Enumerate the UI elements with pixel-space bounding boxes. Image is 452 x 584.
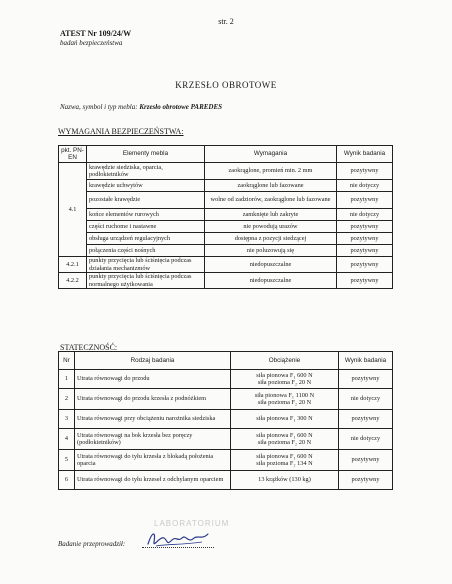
result-cell: pozytywny (337, 221, 393, 233)
header-nr: Nr (59, 352, 75, 370)
result-cell: nie dotyczy (337, 180, 393, 192)
product-name: Krzesło obrotowe PAREDES (139, 103, 223, 111)
requirement-cell: niedopuszczalne (205, 273, 337, 289)
test-name-cell: Utrata równowagi do tyłu krzeseł z odchylanym oparciem (75, 471, 231, 490)
requirements-row (59, 163, 393, 180)
stability-result-cell: pozytywny (339, 450, 393, 471)
page-number: str. 2 (218, 17, 234, 26)
result-cell: pozytywny (337, 273, 393, 289)
stability-result-cell: pozytywny (339, 471, 393, 490)
header-test: Rodzaj badania (75, 352, 231, 370)
result-cell: pozytywny (337, 233, 393, 245)
test-number-cell: 1 (59, 370, 75, 389)
stability-row (59, 389, 393, 410)
requirement-cell: zamknięte lub zakryte (205, 209, 337, 221)
result-cell: pozytywny (337, 163, 393, 180)
product-label: Nazwa, symbol i typ mebla: (60, 103, 138, 111)
requirements-row (59, 233, 393, 245)
element-cell: krawędzie siedziska, oparcia, podłokietników (87, 163, 205, 180)
laboratory-stamp: LABORATORIUM (154, 519, 230, 528)
stability-row (59, 410, 393, 429)
stability-row (59, 450, 393, 471)
requirements-header-row (59, 146, 393, 163)
stability-table (58, 351, 393, 490)
requirements-row (59, 209, 393, 221)
test-number-cell: 6 (59, 471, 75, 490)
element-cell: części ruchome i nastawne (87, 221, 205, 233)
element-cell: końce elementów rurowych (87, 209, 205, 221)
load-line: 13 krążków (130 kg) (258, 476, 311, 484)
signature-line (142, 547, 214, 548)
point-cell: 4.2.1 (59, 257, 87, 273)
signature (142, 526, 212, 552)
requirements-row (59, 221, 393, 233)
load-line: siła pionowa F₁ 300 N (256, 415, 313, 423)
stability-row (59, 429, 393, 450)
stability-header-row (59, 352, 393, 370)
stability-result-cell: nie dotyczy (339, 429, 393, 450)
load-line: siła pionowa F₁ 600 N (256, 452, 313, 460)
group-point-cell: 4.1 (59, 163, 87, 257)
requirements-title: WYMAGANIA BEZPIECZEŃSTWA: (58, 127, 184, 136)
result-cell: pozytywny (337, 257, 393, 273)
stability-row (59, 370, 393, 389)
element-cell: punkty przycięcia lub ściśnięcia podczas działania mechanizmów (87, 257, 205, 273)
requirements-row (59, 180, 393, 192)
document-title: KRZESŁO OBROTOWE (175, 80, 277, 90)
test-number-cell: 2 (59, 389, 75, 410)
element-cell: krawędzie uchwytów (87, 180, 205, 192)
stability-row (59, 471, 393, 490)
test-number-cell: 3 (59, 410, 75, 429)
load-cell (231, 471, 339, 490)
load-cell (231, 450, 339, 471)
header-stability-result: Wynik badania (339, 352, 393, 370)
stability-result-cell: pozytywny (339, 410, 393, 429)
stability-result-cell: pozytywny (339, 370, 393, 389)
load-line: siła pionowa F₁ 600 N (256, 371, 313, 379)
stability-title: STATECZNOŚĆ: (60, 343, 118, 352)
load-line: siła pozioma F₂ 20 N (257, 399, 312, 406)
point-cell: 4.2.2 (59, 273, 87, 289)
requirement-cell: wolne od zadziorów, zaokrąglone lub fazowane (205, 192, 337, 209)
test-number-cell: 5 (59, 450, 75, 471)
requirement-cell: nie powodują urazów (205, 221, 337, 233)
requirement-cell: nie poluzowują się (205, 245, 337, 257)
requirements-row (59, 257, 393, 273)
load-line: siła pozioma F₂ 20 N (257, 439, 312, 446)
load-cell (231, 389, 339, 410)
requirement-cell: zaokrąglone, promień min. 2 mm (205, 163, 337, 180)
test-name-cell: Utrata równowagi do przodu (75, 370, 231, 389)
test-name-cell: Utrata równowagi przy obciążeniu narożnika siedziska (75, 410, 231, 429)
load-line: siła pionowa F₁ 1100 N (254, 391, 315, 399)
element-cell: obsługa urządzeń regulacyjnych (87, 233, 205, 245)
requirements-table (58, 145, 393, 289)
header-requirement: Wymagania (205, 146, 337, 163)
result-cell: nie dotyczy (337, 209, 393, 221)
load-cell (231, 410, 339, 429)
test-name-cell: Utrata równowagi na bok krzesła bez poręczy (podłokietników) (75, 429, 231, 450)
load-cell (231, 429, 339, 450)
element-cell: pozostałe krawędzie (87, 192, 205, 209)
header-element: Elementy mebla (87, 146, 205, 163)
element-cell: punkty przycięcia lub ściśnięcia podczas normalnego użytkowania (87, 273, 205, 289)
requirements-row (59, 245, 393, 257)
test-name-cell: Utrata równowagi do tyłu krzesła z blokadą położenia oparcia (75, 450, 231, 471)
attest-subtitle: badań bezpieczeństwa (60, 39, 123, 47)
product-line (60, 103, 222, 111)
load-line: siła pozioma F₂ 20 N (257, 379, 312, 386)
element-cell: połączenia części nośnych (87, 245, 205, 257)
header-load: Obciążenie (231, 352, 339, 370)
checked-by-label: Badanie przeprowadził: (58, 540, 126, 548)
load-cell (231, 370, 339, 389)
header-point: pkt. PN-EN (59, 146, 87, 163)
requirement-cell: niedopuszczalne (205, 257, 337, 273)
result-cell: pozytywny (337, 245, 393, 257)
test-number-cell: 4 (59, 429, 75, 450)
requirements-row (59, 192, 393, 209)
requirement-cell: zaokrąglone lub fazowane (205, 180, 337, 192)
load-line: siła pozioma F₂ 134 N (256, 460, 313, 467)
stability-result-cell: nie dotyczy (339, 389, 393, 410)
test-name-cell: Utrata równowagi do przodu krzesła z podnóżkiem (75, 389, 231, 410)
attest-number: ATEST Nr 109/24/W (60, 29, 132, 38)
load-line: siła pionowa F₁ 600 N (256, 431, 313, 439)
requirements-row (59, 273, 393, 289)
result-cell: pozytywny (337, 192, 393, 209)
header-result: Wynik badania (337, 146, 393, 163)
requirement-cell: dostępna z pozycji siedzącej (205, 233, 337, 245)
